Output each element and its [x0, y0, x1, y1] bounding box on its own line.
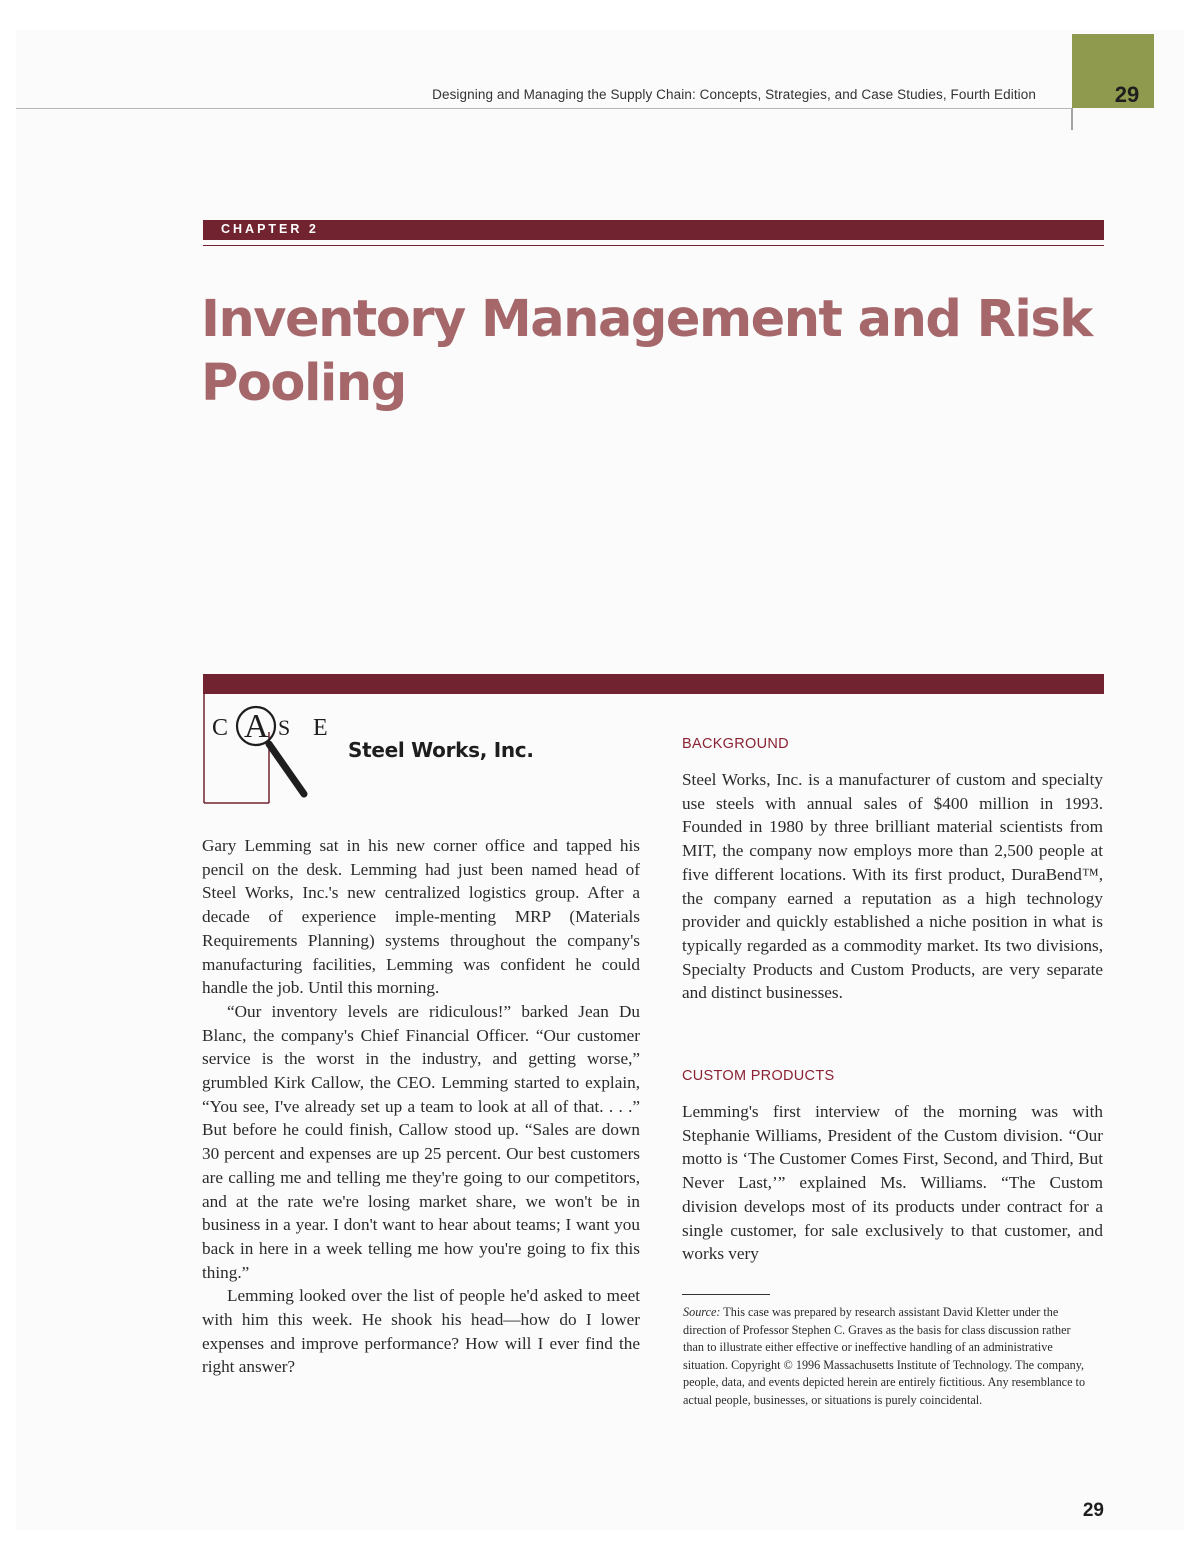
footnote-text: This case was prepared by research assistant David Kletter under the direction of Professor Stephen C. Graves as the basis for class discussion rather than to illustrate either effective or ineffective handling of an administrative situation. Copyright © 1996 Massachusetts Institute of Technology. The company, people, data, and events depicted herein are entirely fictitious. Any resemblance to actual people, businesses, or situations is purely coincidental. [683, 1305, 1086, 1407]
case-band [203, 674, 1104, 694]
body-paragraph: Lemming's first interview of the morning was with Stephanie Williams, President of the Custom division. “Our motto is ‘The Customer Comes First, Second, and Third, But Never Last,’” explained Ms. Williams. “The Custom division develops most of its products under contract for a single customer, for sale exclusively to that customer, and works very [682, 1102, 1103, 1264]
custom-products-text [682, 1100, 1103, 1266]
running-header-title: Designing and Managing the Supply Chain: Concepts, Strategies, and Case Studies, Fourth Edition [432, 87, 1036, 102]
header-page-number: 29 [1114, 82, 1140, 107]
logo-letter-e: E [313, 715, 328, 741]
body-paragraph: Gary Lemming sat in his new corner office and tapped his pencil on the desk. Lemming had just been named head of Steel Works, Inc.'s new centralized logistics group. After a decade of experience imple-menting MRP (Materials Requirements Planning) systems throughout the company's manufacturing facilities, Lemming was confident he could handle the job. Until this morning. [202, 836, 640, 998]
left-column [202, 834, 640, 1379]
chapter-band [203, 220, 1104, 240]
body-paragraph: Steel Works, Inc. is a manufacturer of custom and specialty use steels with annual sales of $400 million in 1993. Founded in 1980 by three brilliant material scientists from MIT, the company now employs more than 2,500 people at five different locations. With its first product, DuraBend™, the company earned a reputation as a high technology provider and quickly established a niche position in what is typically regarded as a commodity market. Its two divisions, Specialty Products and Custom Products, are very separate and distinct businesses. [682, 770, 1103, 1003]
chapter-title-line-1: Inventory Management and Risk [201, 290, 1092, 349]
logo-letter-s: S [278, 715, 291, 740]
logo-letter-a: A [244, 708, 269, 745]
case-magnifier-logo [203, 694, 333, 806]
chapter-rule [203, 245, 1104, 246]
background-text [682, 768, 1103, 1005]
header-rule [16, 108, 1072, 109]
section-heading-custom-products: CUSTOM PRODUCTS [682, 1068, 835, 1084]
chapter-title [201, 288, 1101, 416]
chapter-label: CHAPTER 2 [221, 222, 319, 236]
case-title: Steel Works, Inc. [348, 738, 534, 762]
section-heading-background: BACKGROUND [682, 736, 789, 752]
tab-tick-mark [1071, 108, 1073, 130]
magnifier-handle [269, 744, 304, 794]
footer-page-number: 29 [1082, 1500, 1104, 1521]
body-paragraph: Lemming looked over the list of people he'd asked to meet with him this week. He shook his head—how do I lower expenses and improve performance? How will I ever find the right answer? [202, 1286, 640, 1377]
footnote-source-label: Source: [683, 1305, 721, 1319]
footnote-rule [682, 1294, 770, 1295]
logo-letter-c: C [212, 715, 229, 741]
chapter-title-line-2: Pooling [201, 354, 406, 413]
footnote [683, 1304, 1091, 1410]
body-paragraph: “Our inventory levels are ridiculous!” barked Jean Du Blanc, the company's Chief Financial Officer. “Our customer service is the worst in the industry, and getting worse,” grumbled Kirk Callow, the CEO. Lemming started to explain, “You see, I've already set up a team to look at all of that. . . .” But before he could finish, Callow stood up. “Sales are down 30 percent and expenses are up 25 percent. Our best customers are calling me and telling me they're going to our competitors, and at the rate we're losing market share, we won't be in business in a year. I don't want to hear about teams; I want you back in here in a week telling me how you're going to fix this thing.” [202, 1001, 640, 1282]
